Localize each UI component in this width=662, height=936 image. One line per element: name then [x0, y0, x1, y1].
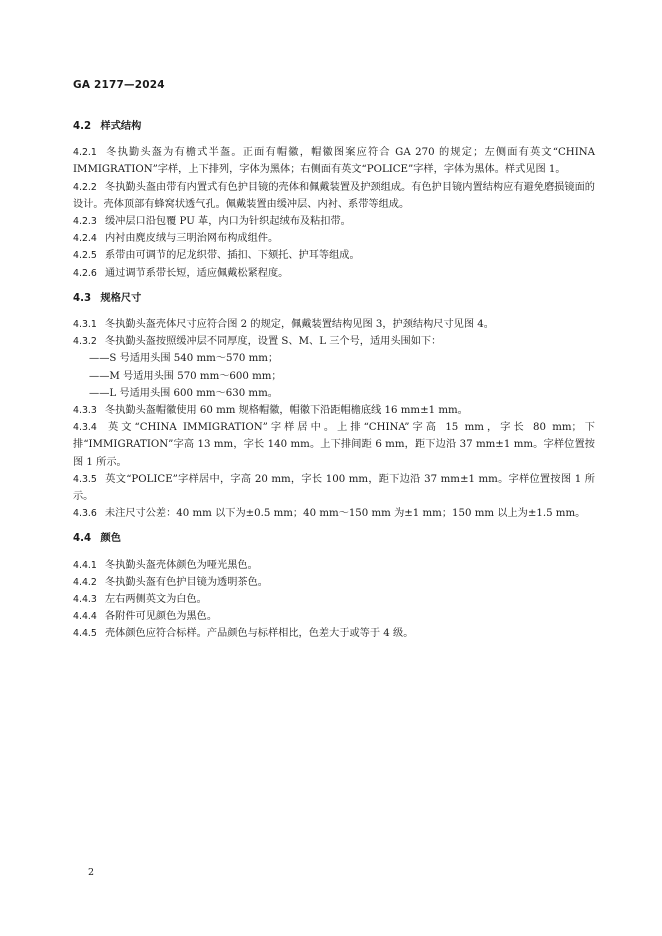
clause-text: 系带由可调节的尼龙织带、插扣、下颏托、护耳等组成。 [105, 250, 360, 262]
clause-text: 冬执勤头盔帽徽使用 60 mm 规格帽徽，帽徽下沿距帽檐底线 16 mm±1 mm。 [105, 405, 468, 417]
clause [73, 333, 595, 350]
clause-text: 冬执勤头盔按照缓冲层不同厚度，设置 S、M、L 三个号，适用头围如下： [105, 336, 442, 348]
section-heading [73, 118, 595, 135]
clause-number: 4.4.2 [73, 576, 97, 588]
clause-number: 4.2.6 [73, 267, 97, 279]
size-list-item: ——L 号适用头围 600 mm～630 mm。 [89, 387, 278, 399]
clause-number: 4.2.2 [73, 181, 97, 193]
clause-text: 内衬由麂皮绒与三明治网布构成组件。 [105, 233, 279, 245]
clause [73, 557, 595, 574]
clause-number: 4.2.4 [73, 233, 97, 245]
clause-text: 冬执勤头盔由带有内置式有色护目镜的壳体和佩戴装置及护颈组成。有色护目镜内置结构应有避免磨损镜面的设计。壳体顶部有蜂窝状透气孔。佩戴装置由缓冲层、内衬、系带等组成。 [73, 181, 595, 210]
clause-text: 冬执勤头盔壳体尺寸应符合图 2 的规定，佩戴装置结构见图 3，护颈结构尺寸见图 4。 [105, 319, 494, 331]
clause-number: 4.2.1 [73, 147, 97, 159]
section-number: 4.3 [73, 292, 92, 304]
clause [73, 625, 595, 642]
clause-text: 未注尺寸公差：40 mm 以下为±0.5 mm；40 mm～150 mm 为±1 mm；150 mm 以上为±1.5 mm。 [105, 508, 586, 520]
clause-number: 4.4.1 [73, 559, 97, 571]
document-body [73, 118, 595, 643]
clause [73, 608, 595, 625]
clause-text: 英文“POLICE”字样居中，字高 20 mm，字长 100 mm，距下边沿 37 mm±1 mm。字样位置按图 1 所示。 [73, 473, 595, 503]
clause-number: 4.3.3 [73, 405, 97, 417]
clause-text: 冬执勤头盔为有檐式半盔。正面有帽徽，帽徽图案应符合 GA 270 的规定；左侧面有英文“CHINA IMMIGRATION”字样，上下排列，字体为黑体；右侧面有英文“POLICE”字样，字体为黑体。样式见图 1。 [73, 147, 595, 176]
page-number: 2 [88, 867, 95, 878]
clause [73, 402, 595, 419]
clause-text: 冬执勤头盔壳体颜色为哑光黑色。 [105, 559, 258, 571]
clause-text: 英文“CHINA IMMIGRATION”字样居中。上排“CHINA”字高 15 mm，字长 80 mm；下排“IMMIGRATION”字高 13 mm，字长 140 mm。上下排间距 6 mm，距下边沿 37 mm±1 mm。字样位置按图 1 所示。 [73, 422, 595, 468]
clause-number: 4.3.6 [73, 508, 97, 520]
clause-number: 4.2.5 [73, 250, 97, 262]
clause-text: 壳体颜色应符合标样。产品颜色与标样相比，色差大于或等于 4 级。 [105, 628, 414, 640]
clause-text: 左右两侧英文为白色。 [105, 594, 207, 606]
clause [73, 419, 595, 471]
clause-number: 4.4.4 [73, 611, 97, 623]
size-list-item: ——S 号适用头围 540 mm～570 mm； [89, 353, 279, 365]
clause [73, 316, 595, 333]
section-heading [73, 530, 595, 547]
section-title: 规格尺寸 [100, 292, 142, 304]
clause-number: 4.2.3 [73, 216, 97, 228]
clause-text: 缓冲层口沿包覆 PU 革，内口为针织起绒布及粘扣带。 [105, 216, 351, 228]
clause [73, 247, 595, 264]
clause [73, 230, 595, 247]
clause [73, 144, 595, 178]
clause-number: 4.3.2 [73, 336, 97, 348]
clause-number: 4.4.3 [73, 594, 97, 606]
clause [73, 179, 595, 213]
document-header: GA 2177—2024 [73, 79, 165, 91]
clause-number: 4.4.5 [73, 628, 97, 640]
clause [73, 574, 595, 591]
clause-number: 4.3.5 [73, 473, 97, 485]
clause [73, 213, 595, 230]
clause-text: 冬执勤头盔有色护目镜为透明茶色。 [105, 576, 268, 588]
clause-number: 4.3.1 [73, 319, 97, 331]
clause [73, 505, 595, 522]
clause [73, 471, 595, 505]
clause [73, 265, 595, 282]
size-list-item: ——M 号适用头围 570 mm～600 mm； [89, 370, 282, 382]
clause [73, 591, 595, 608]
section-heading [73, 290, 595, 307]
clause-number: 4.3.4 [73, 422, 97, 434]
section-number: 4.4 [73, 533, 92, 545]
section-title: 颜色 [100, 533, 121, 545]
clause-text: 通过调节系带长短，适应佩戴松紧程度。 [105, 267, 289, 279]
clause-text: 各附件可见颜色为黑色。 [105, 611, 218, 623]
section-title: 样式结构 [100, 121, 142, 132]
section-number: 4.2 [73, 121, 92, 132]
